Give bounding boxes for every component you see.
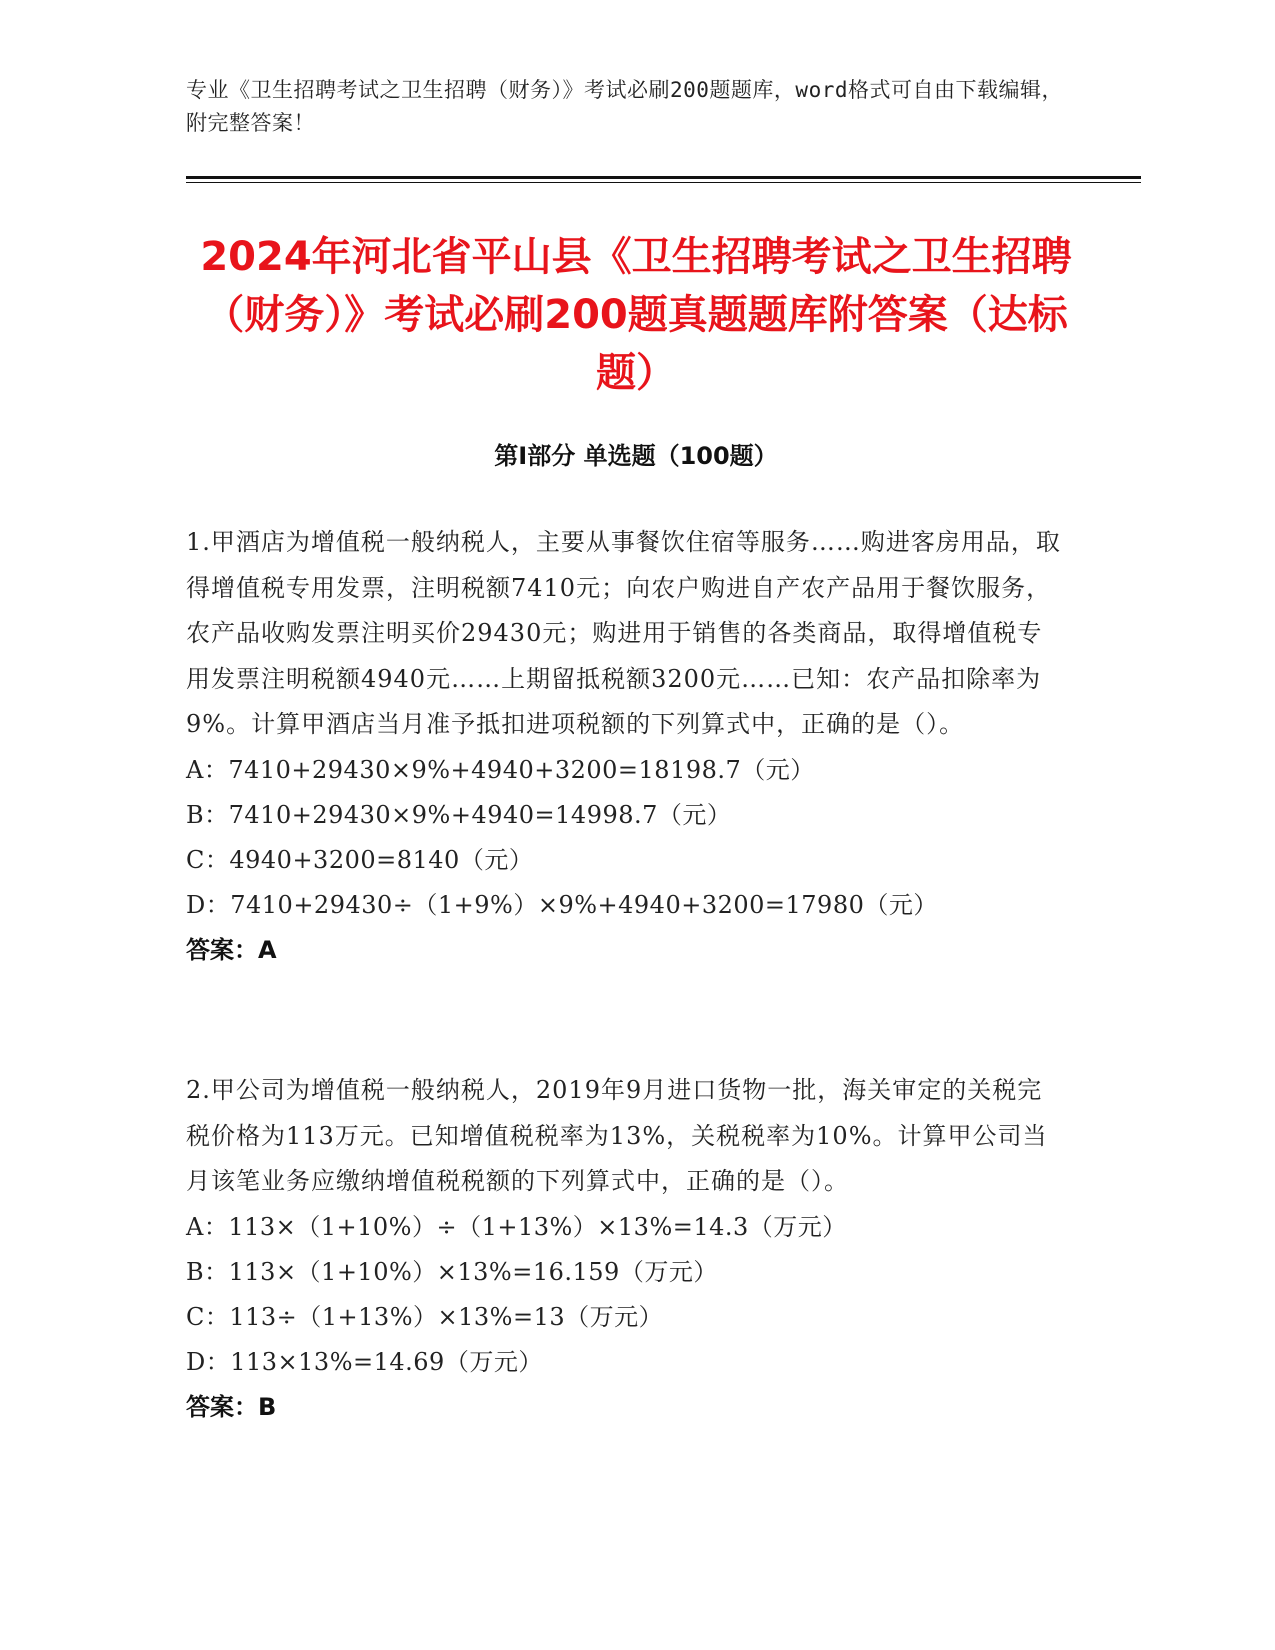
option-c: C：113÷（1+13%）×13%=13（万元） bbox=[186, 1302, 664, 1331]
header-divider-thick bbox=[186, 176, 1141, 179]
document-title: 2024年河北省平山县《卫生招聘考试之卫生招聘（财务）》考试必刷200题真题题库附答案（达标题） bbox=[200, 234, 1072, 396]
option-c: C：4940+3200=8140（元） bbox=[186, 845, 534, 874]
question-stem: 2.甲公司为增值税一般纳税人，2019年9月进口货物一批，海关审定的关税完税价格为113万元。已知增值税税率为13%，关税税率为10%。计算甲公司当月该笔业务应缴纳增值税税额的下列算式中，正确的是（）。 bbox=[186, 1076, 1048, 1195]
question-2 bbox=[186, 1068, 1066, 1430]
option-b: B：7410+29430×9%+4940=14998.7（元） bbox=[186, 800, 732, 829]
answer: 答案：A bbox=[186, 935, 277, 964]
header-note: 专业《卫生招聘考试之卫生招聘（财务）》考试必刷200题题库，word格式可自由下载编辑，附完整答案！ bbox=[186, 78, 1063, 135]
question-1 bbox=[186, 520, 1066, 973]
option-a: A：7410+29430×9%+4940+3200=18198.7（元） bbox=[186, 755, 815, 784]
section-heading: 第Ⅰ部分 单选题（100题） bbox=[494, 442, 778, 470]
header-divider-thin bbox=[186, 182, 1141, 183]
answer: 答案：B bbox=[186, 1392, 277, 1421]
option-d: D：113×13%=14.69（万元） bbox=[186, 1347, 543, 1376]
option-a: A：113×（1+10%）÷（1+13%）×13%=14.3（万元） bbox=[186, 1212, 847, 1241]
option-d: D：7410+29430÷（1+9%）×9%+4940+3200=17980（元） bbox=[186, 890, 938, 919]
question-stem: 1.甲酒店为增值税一般纳税人，主要从事餐饮住宿等服务……购进客房用品，取得增值税专用发票，注明税额7410元；向农户购进自产农产品用于餐饮服务，农产品收购发票注明买价29430元；购进用于销售的各类商品，取得增值税专用发票注明税额4940元……上期留抵税额3200元……已知：农产品扣除率为9%。计算甲酒店当月准予抵扣进项税额的下列算式中，正确的是（）。 bbox=[186, 528, 1061, 738]
option-b: B：113×（1+10%）×13%=16.159（万元） bbox=[186, 1257, 718, 1286]
